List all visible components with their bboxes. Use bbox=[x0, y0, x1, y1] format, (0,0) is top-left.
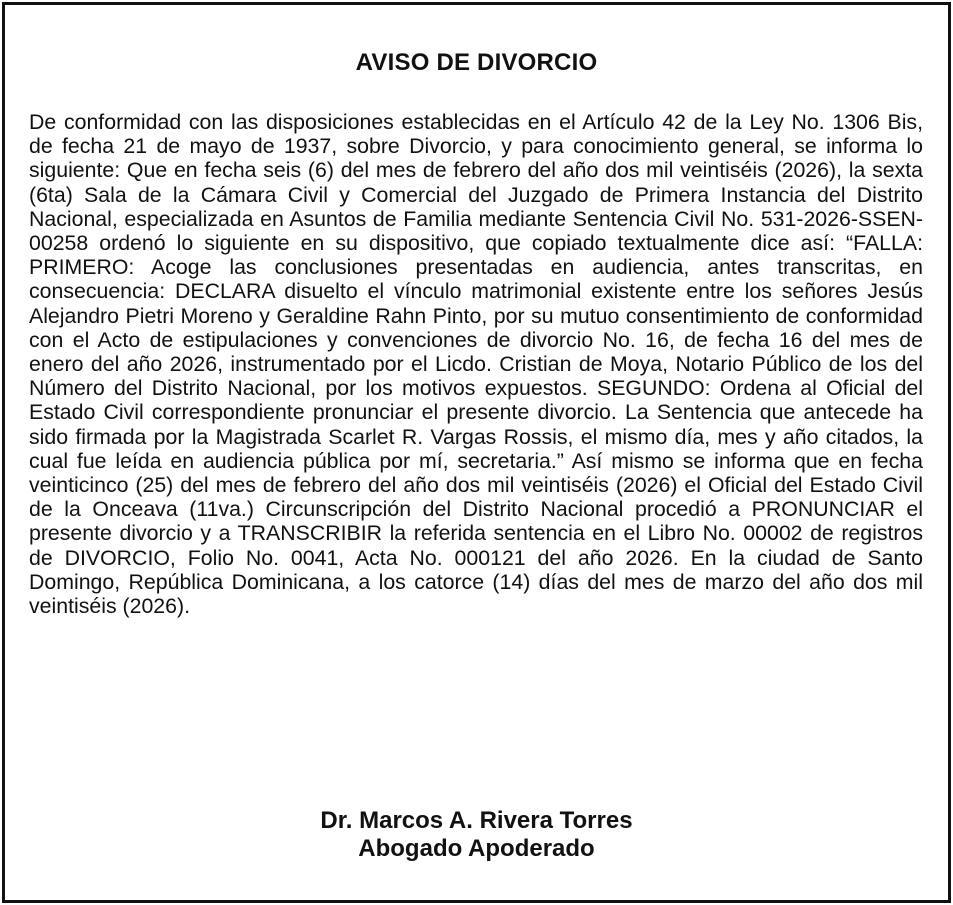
signature-role: Abogado Apoderado bbox=[358, 835, 595, 862]
notice-frame bbox=[2, 2, 951, 903]
signature-name: Dr. Marcos A. Rivera Torres bbox=[320, 807, 633, 834]
notice-body: De conformidad con las disposiciones establecidas en el Artículo 42 de la Ley No. 1306 Bis, de fecha 21 de mayo de 1937, sobre Divorcio, y para conocimiento general, se informa lo siguiente: Que en fecha seis (6) del mes de febrero del año dos mil veintiséis (2026), la sexta (6ta) Sala de la Cámara Civil y Comercial del Juzgado de Primera Instancia del Distrito Nacional, especializada en Asuntos de Familia mediante Sentencia Civil No. 531-2026-SSEN-00258 ordenó lo siguiente en su dispositivo, que copiado textualmente dice así: “FALLA: PRIMERO: Acoge las conclusiones presentadas en audiencia, antes transcritas, en consecuencia: DECLARA disuelto el vínculo matrimonial existente entre los señores Jesús Alejandro Pietri Moreno y Geraldine Rahn Pinto, por su mutuo consentimiento de conformidad con el Acto de estipulaciones y convenciones de divorcio No. 16, de fecha 16 del mes de enero del año 2026, instrumentado por el Licdo. Cristian de Moya, Notario Público de los del Número del Distrito Nacional, por los motivos expuestos. SEGUNDO: Ordena al Oficial del Estado Civil correspondiente pronunciar el presente divorcio. La Sentencia que antecede ha sido firmada por la Magistrada Scarlet R. Vargas Rossis, el mismo día, mes y año citados, la cual fue leída en audiencia pública por mí, secretaria.” Así mismo se informa que en fecha veinticinco (25) del mes de febrero del año dos mil veintiséis (2026) el Oficial del Estado Civil de la Onceava (11va.) Circunscripción del Distrito Nacional procedió a PRONUNCIAR el presente divorcio y a TRANSCRIBIR la referida sentencia en el Libro No. 00002 de registros de DIVORCIO, Folio No. 0041, Acta No. 000121 del año 2026. En la ciudad de Santo Domingo, República Dominicana, a los catorce (14) días del mes de marzo del año dos mil veintiséis (2026). bbox=[29, 110, 923, 619]
signature-block bbox=[5, 807, 948, 863]
notice-title: AVISO DE DIVORCIO bbox=[355, 49, 598, 76]
